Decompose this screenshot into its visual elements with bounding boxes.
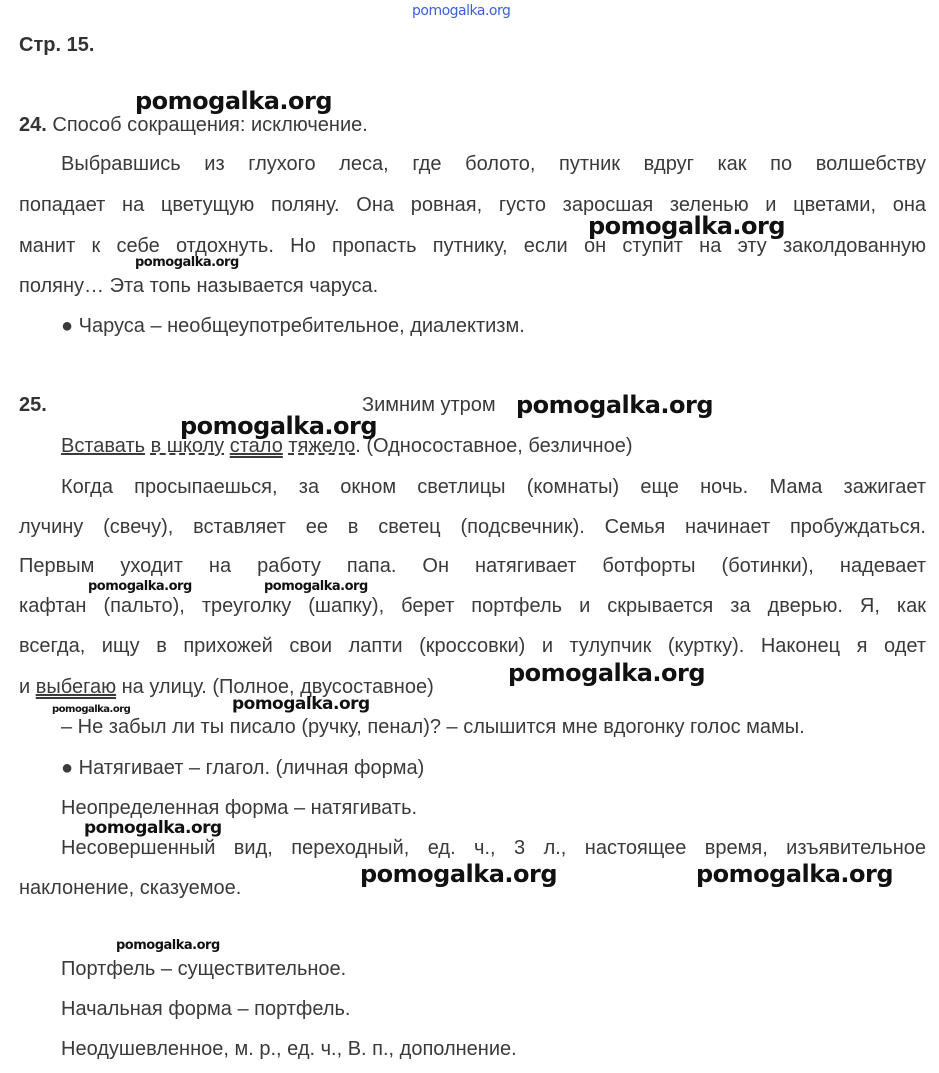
ex25-title: Зимним утром xyxy=(362,394,496,416)
ex24-line: манит к себе отдохнуть. Но пропасть путнику, если он ступит на эту заколдованную xyxy=(19,235,926,257)
watermark: pomogalka.org xyxy=(84,818,222,838)
watermark: pomogalka.org xyxy=(88,579,192,594)
analysis-line: наклонение, сказуемое. xyxy=(19,877,242,899)
analysis-line: Портфель – существительное. xyxy=(61,958,347,980)
watermark: pomogalka.org xyxy=(516,391,714,419)
ex24-number: 24. xyxy=(19,114,47,136)
watermark: pomogalka.org xyxy=(116,938,220,953)
ex25-line xyxy=(19,675,434,699)
ex24-bullet: ● Чаруса – необщеупотребительное, диалектизм. xyxy=(61,315,525,337)
ex25-line: кафтан (пальто), треуголку (шапку), берет портфель и скрывается за дверью. Я, как xyxy=(19,595,926,617)
watermark: pomogalka.org xyxy=(588,212,786,240)
analysis-line: Неопределенная форма – натягивать. xyxy=(61,797,418,819)
analysis-line: Начальная форма – портфель. xyxy=(61,998,351,1020)
ex25-line: лучину (свечу), вставляет ее в светец (подсвечник). Семья начинает пробуждаться. xyxy=(19,516,926,538)
watermark: pomogalka.org xyxy=(696,860,894,888)
text: и xyxy=(19,676,36,698)
watermark: pomogalka.org xyxy=(135,87,333,115)
analysis-line: ● Натягивает – глагол. (личная форма) xyxy=(61,757,425,779)
analysis-line: Неодушевленное, м. р., ед. ч., В. п., дополнение. xyxy=(61,1038,517,1060)
watermark: pomogalka.org xyxy=(264,579,368,594)
ex25-line: Когда просыпаешься, за окном светлицы (комнаты) еще ночь. Мама зажигает xyxy=(61,476,926,498)
watermark: pomogalka.org xyxy=(232,694,370,714)
circumstance: в школу xyxy=(150,435,225,457)
predicate: стало xyxy=(229,435,283,457)
ex24-heading-text: Способ сокращения: исключение. xyxy=(52,114,368,136)
text: на улицу. (Полное, двусоставное) xyxy=(116,676,434,698)
ex25-line: Первым уходит на работу папа. Он натягивает ботфорты (ботинки), надевает xyxy=(19,555,926,577)
ex25-number: 25. xyxy=(19,394,47,416)
watermark: pomogalka.org xyxy=(508,659,706,687)
ex24-line: попадает на цветущую поляну. Она ровная, густо заросшая зеленью и цветами, она xyxy=(19,194,926,216)
watermark: pomogalka.org xyxy=(52,704,131,715)
predicate-part: тяжело xyxy=(288,435,356,457)
watermark: pomogalka.org xyxy=(360,860,558,888)
watermark: pomogalka.org xyxy=(180,412,378,440)
ex24-line: Выбравшись из глухого леса, где болото, путник вдруг как по волшебству xyxy=(61,153,926,175)
analysis-line: Несовершенный вид, переходный, ед. ч., 3 л., настоящее время, изъявительное xyxy=(61,837,926,859)
watermark: pomogalka.org xyxy=(135,255,239,270)
predicate: выбегаю xyxy=(35,676,117,698)
sentence-type: . (Односоставное, безличное) xyxy=(355,435,633,457)
ex25-line: всегда, ищу в прихожей свои лапти (кроссовки) и тулупчик (куртку). Наконец я одет xyxy=(19,635,926,657)
header-watermark: pomogalka.org xyxy=(412,3,511,19)
page-label: Стр. 15. xyxy=(19,34,95,56)
subject: Вставать xyxy=(61,435,146,457)
ex24-line: поляну… Эта топь называется чаруса. xyxy=(19,275,379,297)
ex24-heading xyxy=(19,113,368,137)
ex25-dialog: – Не забыл ли ты писало (ручку, пенал)? – слышится мне вдогонку голос мамы. xyxy=(61,716,805,738)
